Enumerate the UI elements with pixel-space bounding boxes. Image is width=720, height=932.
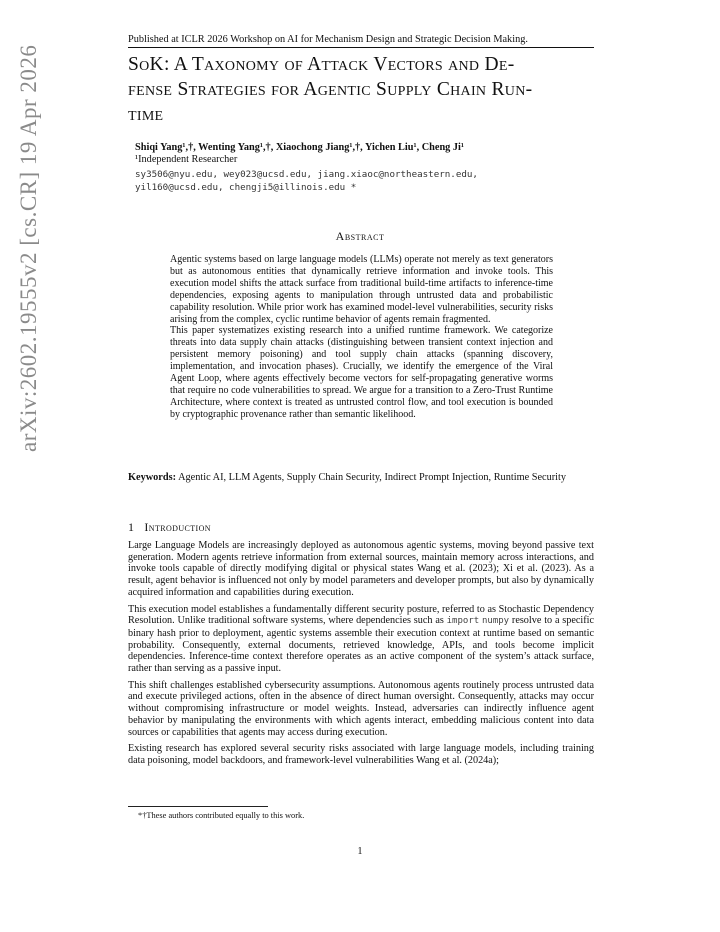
body-paragraph — [128, 604, 594, 675]
page-number: 1 — [357, 846, 363, 857]
abstract-body — [170, 254, 553, 421]
abstract-heading: Abstract — [335, 229, 385, 243]
inline-code: numpy — [482, 616, 510, 627]
author-emails — [135, 168, 595, 194]
inline-code: import — [446, 616, 480, 627]
section-title: Introduction — [144, 520, 211, 534]
paragraph-text: resolve to a specific binary hash prior to deployment, agentic systems assemble their execution context at runtime based on semantic probability. Consequently, external documents, retrieved knowledge, APIs, and tools become implicit dependencies. Inference-time context therefore operates as an active component of the system’s attack surface, rather than serving as a passive input. — [128, 615, 594, 675]
keywords-label: Keywords: — [128, 472, 177, 483]
footnote: *†These authors contributed equally to this work. — [138, 811, 305, 820]
title-line: fense Strategies for Agentic Supply Chain Run- — [128, 79, 533, 100]
body-paragraph: This shift challenges established cybersecurity assumptions. Autonomous agents routinely process untrusted data and execute privileged actions, often in the absence of direct human oversight. Consequently, attacks may occur without compromising infrastructure or model weights. Instead, adversaries can indirectly influence agent behavior by manipulating the environments with which agents interact, embedding malicious content into data sources or capabilities that agents may access during execution. — [128, 679, 594, 738]
author-list: Shiqi Yang¹,†, Wenting Yang¹,†, Xiaochong Jiang¹,†, Yichen Liu¹, Cheng Ji¹ — [135, 142, 464, 153]
email-line: sy3506@nyu.edu, wey023@ucsd.edu, jiang.xiaoc@northeastern.edu, — [135, 169, 478, 180]
title-line: SoK: A Taxonomy of Attack Vectors and De- — [128, 54, 515, 75]
keywords-text: Agentic AI, LLM Agents, Supply Chain Security, Indirect Prompt Injection, Runtime Security — [178, 472, 567, 483]
section-number: 1 — [128, 520, 135, 534]
paragraph-text: This execution model establishes a fundamentally different security posture, referred to as Stochastic Dependency Resolution. Unlike traditional software systems, where dependencies such as — [128, 603, 594, 627]
body-paragraph: Existing research has explored several security risks associated with large language models, including training data poisoning, model backdoors, and framework-level vulnerabilities Wang et al. (2024a); — [128, 743, 594, 766]
affiliation: ¹Independent Researcher — [135, 154, 238, 165]
keywords — [128, 472, 594, 484]
introduction-body — [128, 540, 594, 772]
arxiv-identifier: arXiv:2602.19555v2 [cs.CR] 19 Apr 2026 — [16, 44, 41, 452]
footnote-rule — [128, 806, 268, 807]
abstract-paragraph: Agentic systems based on large language models (LLMs) operate not merely as text generators but as autonomous entities that dynamically retrieve information and invoke tools. This execution model shifts the attack surface from traditional build-time artifacts to inference-time dependencies, exposing agents to manipulation through untrusted data and probabilistic capability resolution. While prior work has examined model-level vulnerabilities, security risks arising from the complex, cyclic runtime behavior of agents remain fragmented. — [170, 254, 553, 325]
paper-title — [128, 52, 598, 127]
body-paragraph: Large Language Models are increasingly deployed as autonomous agentic systems, moving beyond passive text generation. Modern agents retrieve information from external sources, maintain memory across interactions, and invoke tools capable of directly modifying digital or physical states Wang et al. (2023); Xi et al. (2023). As a result, agent behavior is influenced not only by model parameters and developer prompts, but also by dynamically acquired information and capabilities during execution. — [128, 540, 594, 598]
email-line: yil160@ucsd.edu, chengji5@illinois.edu * — [135, 182, 357, 193]
abstract-paragraph: This paper systematizes existing research into a unified runtime framework. We categorize threats into data supply chain attacks (distinguishing between transient context injection and persistent memory poisoning) and tool supply chain attacks (spanning discovery, implementation, and invocation phases). Crucially, we identify the emergence of the Viral Agent Loop, where agents effectively become vectors for self-propagating generative worms that require no code vulnerabilities to spread. We argue for a transition to a Zero-Trust Runtime Architecture, where context is treated as untrusted control flow, and tool execution is bounded by cryptographic provenance rather than semantic likelihood. — [170, 325, 553, 420]
running-header: Published at ICLR 2026 Workshop on AI for Mechanism Design and Strategic Decision Making. — [128, 34, 594, 48]
title-line: time — [128, 104, 164, 125]
section-heading — [128, 520, 211, 535]
